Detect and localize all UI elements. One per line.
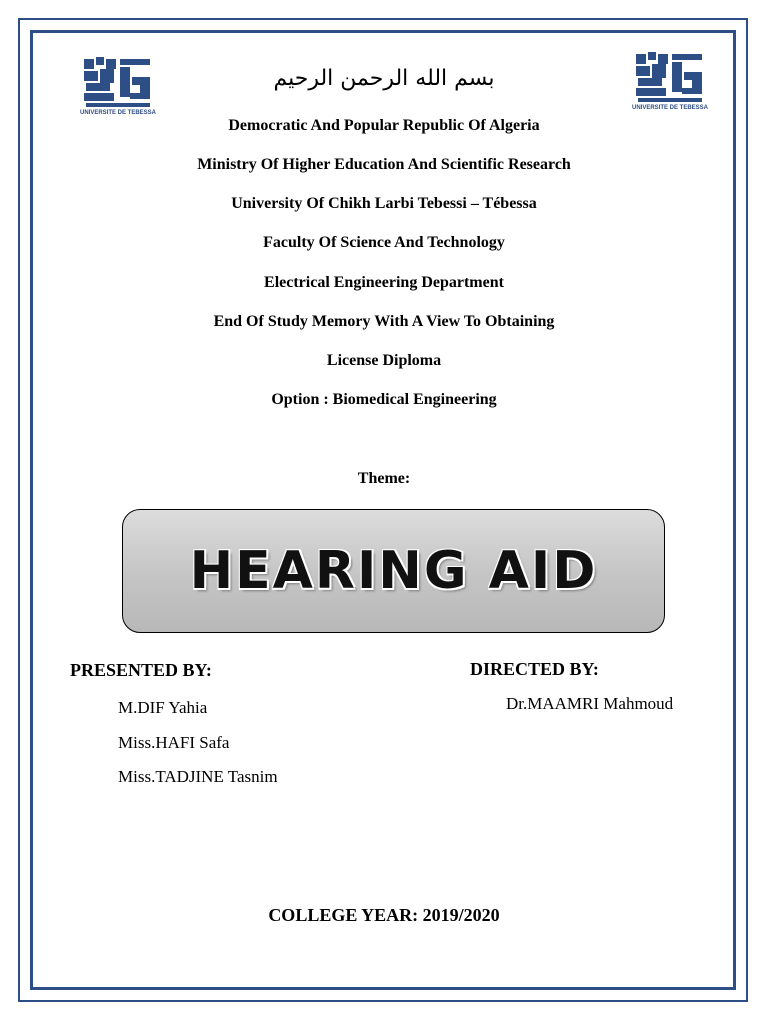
diploma-line: License Diploma [326,352,442,369]
option-line: Option : Biomedical Engineering [271,391,497,408]
bismillah-calligraphy: بسم الله الرحمن الرحيم [273,66,495,91]
university-line: University Of Chikh Larbi Tebessi – Tébessa [231,195,537,212]
logo-caption: UNIVERSITE DE TEBESSA [632,105,709,111]
college-year: COLLEGE YEAR: 2019/2020 [268,905,500,925]
logo-caption: UNIVERSITE DE TEBESSA [80,110,157,116]
presenter-name: M.DIF Yahia [118,698,208,717]
presented-by-label: PRESENTED BY: [70,660,212,680]
country-line: Democratic And Popular Republic Of Algeria [228,117,540,134]
theme-title: HEARING AID [189,541,598,601]
memory-line: End Of Study Memory With A View To Obtaining [213,313,555,330]
presenter-name: Miss.TADJINE Tasnim [118,767,278,786]
presenter-name: Miss.HAFI Safa [118,733,230,752]
faculty-line: Faculty Of Science And Technology [263,234,505,251]
department-line: Electrical Engineering Department [264,274,504,291]
ministry-line: Ministry Of Higher Education And Scientific Research [197,156,571,173]
directed-by-label: DIRECTED BY: [470,659,599,679]
theme-box [122,509,665,633]
theme-label: Theme: [357,470,411,487]
director-name: Dr.MAAMRI Mahmoud [506,694,674,713]
